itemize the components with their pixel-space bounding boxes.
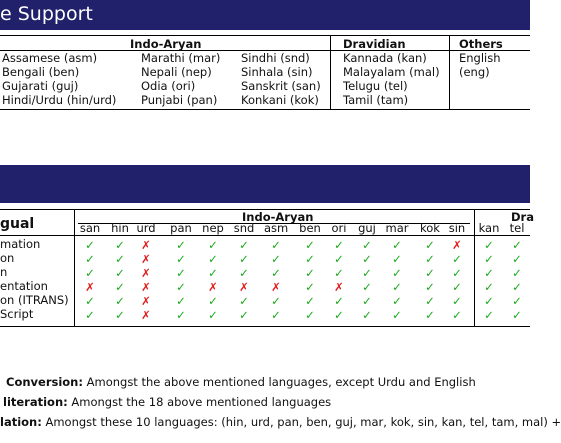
cross-mark-icon: ✗ [141, 294, 151, 308]
check-mark-icon: ✓ [208, 238, 218, 252]
check-mark-icon: ✓ [512, 308, 522, 322]
check-mark-icon: ✓ [392, 252, 402, 266]
check-mark-icon: ✓ [362, 252, 372, 266]
note-3-text: Amongst these 10 languages: (hin, urd, pan, ben, guj, mar, kok, sin, kan, tel, tam, mal) + [41, 415, 561, 429]
check-mark-icon: ✓ [271, 238, 281, 252]
check-mark-icon: ✓ [362, 308, 372, 322]
check-mark-icon: ✓ [425, 238, 435, 252]
check-mark-icon: ✓ [452, 280, 462, 294]
matrix-group-dravidian: Dra [511, 210, 534, 224]
cross-mark-icon: ✗ [141, 308, 151, 322]
note-1-text: Amongst the above mentioned languages, except Urdu and English [82, 375, 476, 389]
matrix-row-label: mation [0, 237, 41, 251]
note-2-label: literation: [3, 395, 68, 409]
check-mark-icon: ✓ [425, 252, 435, 266]
lang-code-header: ben [299, 221, 321, 235]
cross-mark-icon: ✗ [141, 252, 151, 266]
top-slide [0, 0, 530, 125]
lang-code-header: mar [385, 221, 409, 235]
matrix-row-label: Script [0, 307, 34, 321]
check-mark-icon: ✓ [425, 308, 435, 322]
check-mark-icon: ✓ [271, 252, 281, 266]
language-entry: Odia (ori) [141, 79, 196, 93]
language-entry: Telugu (tel) [343, 79, 408, 93]
matrix-vline-left [74, 209, 75, 326]
check-mark-icon: ✓ [392, 308, 402, 322]
language-entry: Punjabi (pan) [141, 93, 218, 107]
check-mark-icon: ✓ [512, 294, 522, 308]
check-mark-icon: ✓ [176, 238, 186, 252]
check-mark-icon: ✓ [392, 238, 402, 252]
check-mark-icon: ✓ [484, 280, 494, 294]
check-mark-icon: ✓ [208, 266, 218, 280]
check-mark-icon: ✓ [392, 280, 402, 294]
check-mark-icon: ✓ [334, 294, 344, 308]
matrix-row-label: entation [0, 279, 48, 293]
note-1-label: Conversion: [6, 375, 83, 389]
check-mark-icon: ✓ [425, 294, 435, 308]
cross-mark-icon: ✗ [141, 238, 151, 252]
top-table-rule-top [0, 35, 530, 36]
check-mark-icon: ✓ [239, 308, 249, 322]
cross-mark-icon: ✗ [208, 280, 218, 294]
check-mark-icon: ✓ [362, 294, 372, 308]
language-entry: Konkani (kok) [241, 93, 319, 107]
language-entry: Malayalam (mal) [343, 65, 440, 79]
bottom-slide [0, 125, 561, 443]
matrix-rule-bottom [0, 326, 530, 327]
note-2-text: Amongst the 18 above mentioned languages [67, 395, 332, 409]
matrix-row-label: on (ITRANS) [0, 293, 69, 307]
cross-mark-icon: ✗ [334, 280, 344, 294]
note-3 [0, 415, 561, 435]
lang-code-header: ori [331, 221, 347, 235]
check-mark-icon: ✓ [484, 266, 494, 280]
check-mark-icon: ✓ [239, 294, 249, 308]
language-entry: Kannada (kan) [343, 51, 427, 65]
lang-code-header: pan [170, 221, 192, 235]
check-mark-icon: ✓ [115, 294, 125, 308]
matrix-group-indo-aryan: Indo-Aryan [242, 210, 314, 224]
check-mark-icon: ✓ [452, 252, 462, 266]
check-mark-icon: ✓ [115, 308, 125, 322]
check-mark-icon: ✓ [85, 238, 95, 252]
check-mark-icon: ✓ [239, 266, 249, 280]
check-mark-icon: ✓ [334, 308, 344, 322]
language-entry: Hindi/Urdu (hin/urd) [2, 93, 117, 107]
check-mark-icon: ✓ [176, 252, 186, 266]
cross-mark-icon: ✗ [239, 280, 249, 294]
check-mark-icon: ✓ [115, 280, 125, 294]
check-mark-icon: ✓ [305, 266, 315, 280]
bottom-slide-title-bar [0, 165, 530, 203]
language-entry: Nepali (nep) [141, 65, 212, 79]
language-entry: Marathi (mar) [141, 51, 221, 65]
check-mark-icon: ✓ [239, 238, 249, 252]
check-mark-icon: ✓ [512, 266, 522, 280]
language-entry: Bengali (ben) [2, 65, 80, 79]
top-table-vline-2 [449, 35, 450, 109]
check-mark-icon: ✓ [425, 266, 435, 280]
cross-mark-icon: ✗ [141, 266, 151, 280]
check-mark-icon: ✓ [176, 266, 186, 280]
language-entry: Tamil (tam) [343, 93, 409, 107]
check-mark-icon: ✓ [334, 238, 344, 252]
check-mark-icon: ✓ [334, 252, 344, 266]
check-mark-icon: ✓ [85, 294, 95, 308]
slide-gap [0, 125, 530, 165]
language-entry: Gujarati (guj) [2, 79, 79, 93]
group-header-others: Others [459, 37, 503, 51]
check-mark-icon: ✓ [484, 294, 494, 308]
check-mark-icon: ✓ [484, 238, 494, 252]
top-slide-title: e Support [0, 3, 93, 25]
check-mark-icon: ✓ [271, 308, 281, 322]
check-mark-icon: ✓ [239, 252, 249, 266]
notes [0, 375, 561, 435]
check-mark-icon: ✓ [362, 266, 372, 280]
lang-code-header: nep [202, 221, 224, 235]
check-mark-icon: ✓ [208, 252, 218, 266]
language-entry: Assamese (asm) [2, 51, 98, 65]
check-mark-icon: ✓ [271, 294, 281, 308]
check-mark-icon: ✓ [115, 266, 125, 280]
lang-code-header: guj [358, 221, 376, 235]
check-mark-icon: ✓ [115, 238, 125, 252]
lang-code-header: snd [233, 221, 255, 235]
check-mark-icon: ✓ [208, 294, 218, 308]
language-entry: Sinhala (sin) [241, 65, 313, 79]
check-mark-icon: ✓ [392, 266, 402, 280]
lang-code-header: san [79, 221, 101, 235]
lang-code-header: asm [264, 221, 289, 235]
check-mark-icon: ✓ [425, 280, 435, 294]
lang-code-header: urd [136, 221, 156, 235]
group-header-indo-aryan: Indo-Aryan [130, 37, 202, 51]
language-entry: Sanskrit (san) [241, 79, 321, 93]
cross-mark-icon: ✗ [85, 280, 95, 294]
language-entry: English (eng) [459, 51, 501, 79]
top-table-vline-1 [330, 35, 331, 109]
lang-code-header: tel [509, 221, 525, 235]
group-header-dravidian: Dravidian [343, 37, 406, 51]
check-mark-icon: ✓ [305, 252, 315, 266]
cross-mark-icon: ✗ [271, 280, 281, 294]
lang-code-header: kan [478, 221, 500, 235]
check-mark-icon: ✓ [85, 266, 95, 280]
check-mark-icon: ✓ [176, 294, 186, 308]
check-mark-icon: ✓ [85, 308, 95, 322]
check-mark-icon: ✓ [208, 308, 218, 322]
matrix-row-label: on [0, 251, 15, 265]
lang-code-header: hin [111, 221, 129, 235]
check-mark-icon: ✓ [362, 238, 372, 252]
check-mark-icon: ✓ [115, 252, 125, 266]
top-slide-title-bar [0, 0, 530, 30]
check-mark-icon: ✓ [305, 308, 315, 322]
check-mark-icon: ✓ [484, 252, 494, 266]
check-mark-icon: ✓ [271, 266, 281, 280]
lang-code-header: kok [420, 221, 440, 235]
note-2 [0, 395, 561, 415]
matrix-row-label: n [0, 265, 8, 279]
check-mark-icon: ✓ [305, 280, 315, 294]
note-1 [0, 375, 561, 395]
check-mark-icon: ✓ [362, 280, 372, 294]
cross-mark-icon: ✗ [141, 280, 151, 294]
check-mark-icon: ✓ [305, 238, 315, 252]
check-mark-icon: ✓ [452, 266, 462, 280]
check-mark-icon: ✓ [484, 308, 494, 322]
check-mark-icon: ✓ [452, 308, 462, 322]
check-mark-icon: ✓ [85, 252, 95, 266]
lang-code-header: sin [448, 221, 466, 235]
check-mark-icon: ✓ [176, 308, 186, 322]
check-mark-icon: ✓ [512, 280, 522, 294]
top-table-rule-bottom [0, 109, 530, 110]
check-mark-icon: ✓ [176, 280, 186, 294]
matrix-row-header: gual [0, 216, 35, 232]
language-entry: Sindhi (snd) [241, 51, 310, 65]
check-mark-icon: ✓ [392, 294, 402, 308]
matrix-vline-right [474, 209, 475, 326]
check-mark-icon: ✓ [305, 294, 315, 308]
check-mark-icon: ✓ [452, 294, 462, 308]
check-mark-icon: ✓ [512, 252, 522, 266]
cross-mark-icon: ✗ [452, 238, 462, 252]
check-mark-icon: ✓ [512, 238, 522, 252]
check-mark-icon: ✓ [334, 266, 344, 280]
note-3-label: lation: [0, 415, 42, 429]
